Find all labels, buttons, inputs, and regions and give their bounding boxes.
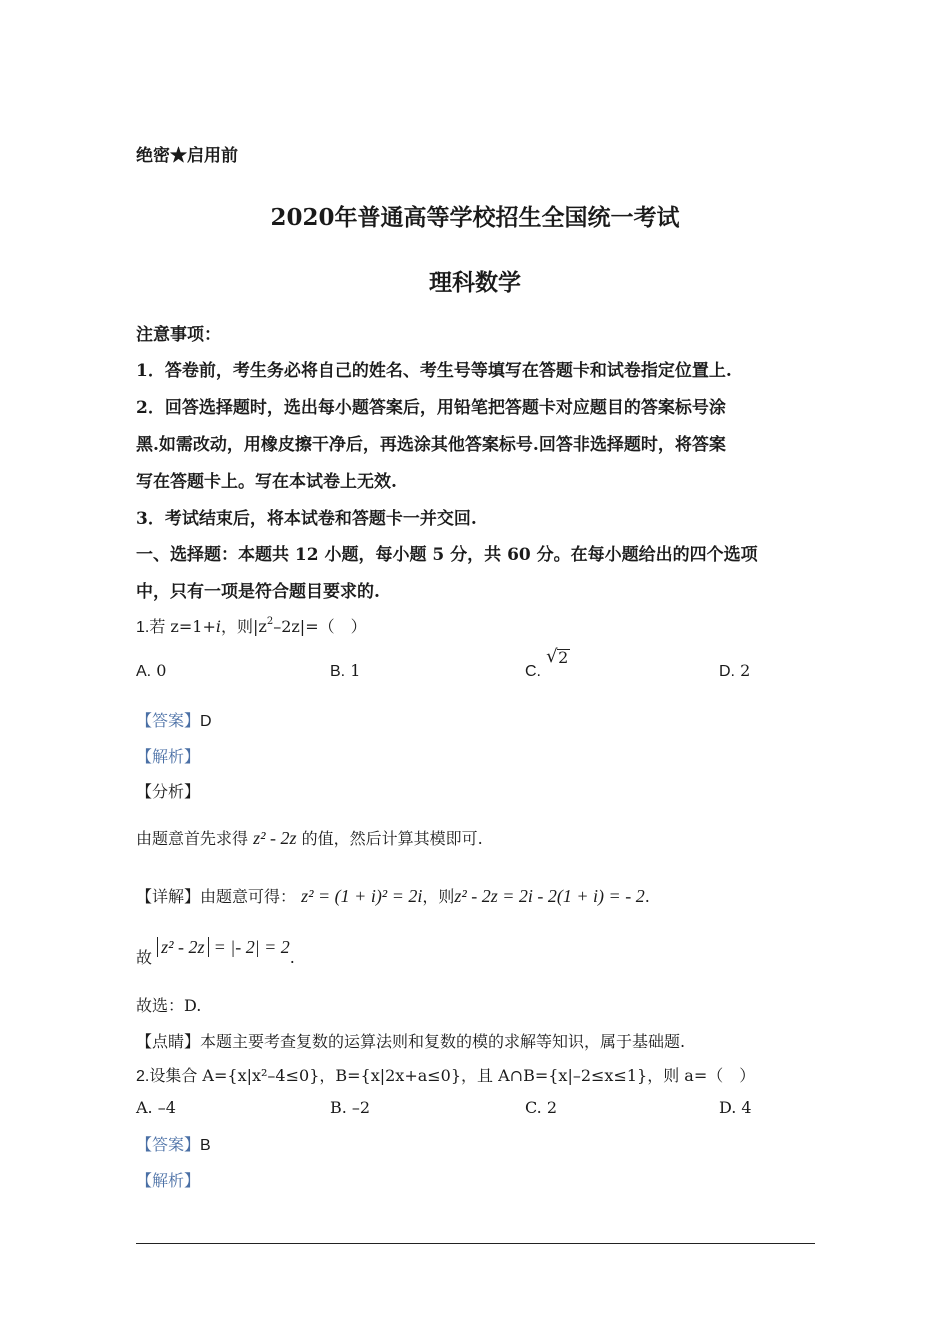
sqrt-expression: √ 2 (546, 646, 569, 667)
question-1-option-b: B. 1 (330, 661, 361, 680)
note-item-3: 3．考试结束后，将本试卷和答题卡一并交回. (136, 509, 477, 529)
question-1-stem: 1.若 z=1+i，则$|z^2-2z|=$（ ） (136, 616, 367, 636)
math-expression: z² - 2z (157, 937, 208, 957)
question-2-option-d: D. 4 (719, 1098, 752, 1117)
note-item-2-line-2: 黑.如需改动，用橡皮擦干净后，再选涂其他答案标号.回答非选择题时，将答案 (136, 435, 726, 455)
question-1-xiangjie: 【详解】由题意可得： z² = (1 + i)² = 2i，则z² - 2z = 2i - 2(1 + i) = - 2. (136, 886, 650, 906)
notes-heading: 注意事项： (136, 325, 221, 345)
note-item-1: 1．答卷前，考生务必将自己的姓名、考生号等填写在答题卡和试卷指定位置上. (136, 361, 732, 381)
question-1-option-a: A. 0 (136, 661, 167, 680)
math-expression: z² - 2z (253, 828, 297, 848)
question-1-answer: 【答案】D (136, 711, 212, 730)
question-1-conclusion: 故 z² - 2z = |- 2| = 2. (136, 937, 295, 967)
secret-label: 绝密★启用前 (136, 146, 238, 166)
question-2-jiexi-tag: 【解析】 (136, 1171, 201, 1190)
question-2-number: 2. (136, 1068, 150, 1085)
question-1-dianjing: 【点睛】本题主要考查复数的运算法则和复数的模的求解等知识，属于基础题. (136, 1032, 686, 1051)
question-2-option-c: C. 2 (525, 1098, 558, 1117)
question-1-option-c: C. √ 2 (525, 646, 569, 680)
exam-subtitle: 理科数学 (429, 269, 521, 296)
question-2-option-b: B. –2 (330, 1098, 371, 1117)
section-1-heading-line-1: 一、选择题：本题共 12 小题，每小题 5 分，共 60 分。在每小题给出的四个选项 (136, 545, 758, 565)
note-item-2-line-1: 2．回答选择题时，选出每小题答案后，用铅笔把答题卡对应题目的答案标号涂 (136, 398, 726, 418)
answer-value: D (200, 713, 212, 730)
exam-title: 2020年普通高等学校招生全国统一考试 (270, 204, 680, 231)
question-1-option-d: D. 2 (719, 661, 751, 680)
radical-sign: √ (546, 646, 558, 667)
question-2-answer: 【答案】B (136, 1135, 211, 1154)
question-1-fenxi-text: 由题意首先求得 z² - 2z 的值，然后计算其模即可. (136, 828, 483, 848)
note-item-2-line-3: 写在答题卡上。写在本试卷上无效. (136, 472, 397, 492)
section-1-heading-line-2: 中，只有一项是符合题目要求的. (136, 582, 380, 602)
footer-divider (136, 1243, 815, 1244)
question-2-stem: 2.设集合 A={x|x²–4≤0}，B={x|2x+a≤0}，且 A∩B={x|–2≤x≤1}，则 a=（ ） (136, 1066, 756, 1085)
math-expression: = |- 2| = 2 (213, 937, 290, 957)
math-expression: z² = (1 + i)² = 2i (301, 886, 423, 906)
question-2-option-a: A. –4 (136, 1098, 176, 1117)
question-1-choice: 故选：D. (136, 996, 202, 1015)
answer-value: B (200, 1137, 211, 1154)
question-1-jiexi-tag: 【解析】 (136, 747, 201, 766)
math-expression: z² - 2z = 2i - 2(1 + i) = - 2 (454, 886, 645, 906)
question-1-fenxi-tag: 【分析】 (136, 782, 201, 801)
question-1-number: 1. (136, 619, 150, 636)
